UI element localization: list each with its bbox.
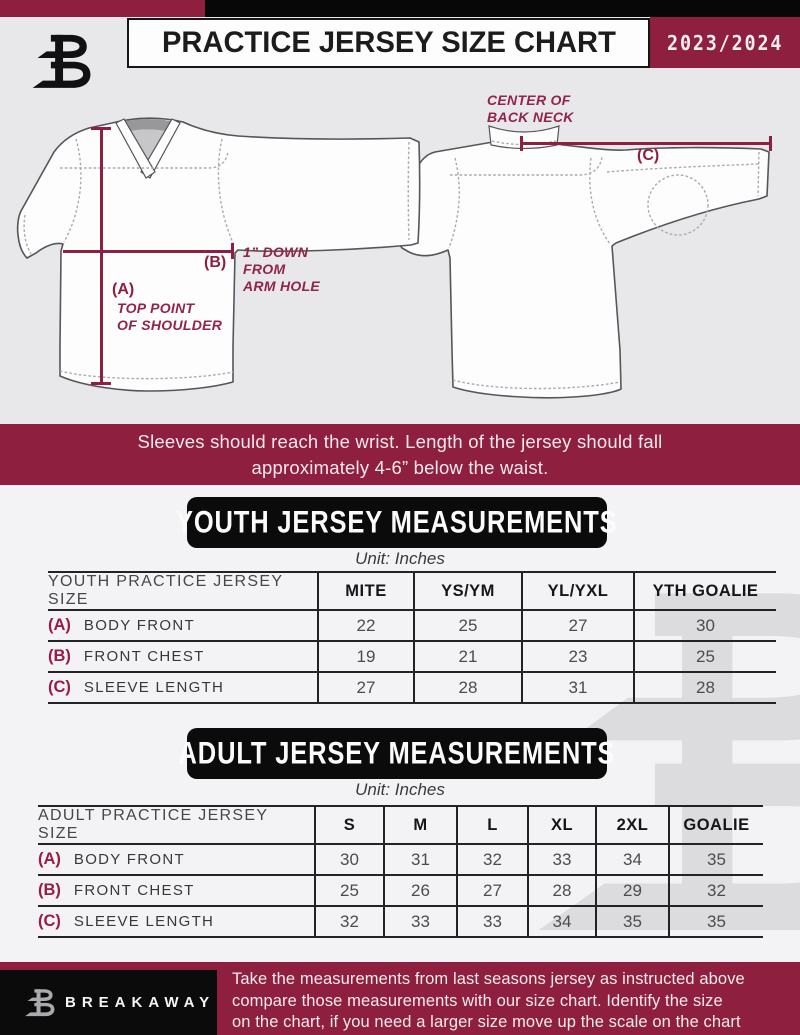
size-value: 22 — [318, 610, 414, 641]
size-value: 28 — [634, 672, 776, 703]
table-row — [38, 906, 763, 937]
size-value: 30 — [634, 610, 776, 641]
size-column-header: YL/YXL — [522, 572, 634, 610]
size-value: 27 — [318, 672, 414, 703]
measure-key: (C) — [48, 678, 71, 696]
back-jersey-diagram — [393, 100, 800, 420]
point-c-label: (C) — [637, 147, 660, 164]
size-column-header: S — [315, 806, 384, 844]
measure-line-a-bottom-cap — [91, 382, 111, 385]
page-title: PRACTICE JERSEY SIZE CHART — [161, 26, 616, 59]
youth-measurements-table — [48, 571, 776, 704]
title-box — [127, 18, 650, 68]
size-column-header: 2XL — [596, 806, 669, 844]
size-value: 32 — [669, 875, 763, 906]
measure-label: BODY FRONT — [83, 617, 195, 634]
table-row — [38, 875, 763, 906]
size-value: 32 — [457, 844, 528, 875]
point-a-label: (A) — [112, 281, 135, 298]
size-value: 33 — [528, 844, 596, 875]
size-value: 31 — [384, 844, 457, 875]
measure-line-a-top-cap — [91, 127, 111, 130]
measure-key: (A) — [48, 616, 71, 634]
measure-label: FRONT CHEST — [73, 882, 195, 899]
row-label-cell — [48, 610, 318, 641]
breakaway-footer-logo-icon — [22, 985, 56, 1021]
size-value: 33 — [384, 906, 457, 937]
table-label-header: YOUTH PRACTICE JERSEY SIZE — [48, 572, 318, 610]
row-label-cell — [38, 875, 315, 906]
size-value: 35 — [669, 906, 763, 937]
measure-key: (C) — [38, 912, 61, 930]
measure-line-c-left-cap — [520, 136, 523, 151]
size-value: 26 — [384, 875, 457, 906]
measure-key: (B) — [38, 881, 61, 899]
size-column-header: YS/YM — [414, 572, 522, 610]
youth-banner — [176, 497, 618, 548]
size-column-header: YTH GOALIE — [634, 572, 776, 610]
adult-unit-label: Unit: Inches — [355, 780, 445, 799]
adult-banner — [178, 728, 616, 779]
brand-name: BREAKAWAY — [65, 994, 216, 1011]
measure-label: SLEEVE LENGTH — [83, 679, 225, 696]
size-value: 32 — [315, 906, 384, 937]
measure-label: SLEEVE LENGTH — [73, 913, 215, 930]
measure-label: FRONT CHEST — [83, 648, 205, 665]
table-row — [48, 610, 776, 641]
size-value: 34 — [596, 844, 669, 875]
size-value: 25 — [634, 641, 776, 672]
point-b-label: (B) — [204, 254, 227, 271]
size-value: 27 — [522, 610, 634, 641]
size-column-header: XL — [528, 806, 596, 844]
size-value: 27 — [457, 875, 528, 906]
top-black-stripe — [205, 0, 800, 17]
notice-banner — [0, 424, 800, 485]
row-label-cell — [48, 672, 318, 703]
size-value: 30 — [315, 844, 384, 875]
adult-banner-title: ADULT JERSEY MEASUREMENTS — [178, 735, 616, 771]
breakaway-logo-icon — [26, 27, 94, 97]
size-value: 19 — [318, 641, 414, 672]
point-b-note: 1” DOWN FROM ARM HOLE — [243, 244, 321, 294]
table-row — [48, 641, 776, 672]
notice-line-2: approximately 4-6” below the waist. — [251, 456, 549, 478]
footer-note-line-1: Take the measurements from last seasons jersey as instructed above — [232, 970, 745, 988]
table-header-row — [38, 806, 763, 844]
measure-key: (A) — [38, 850, 61, 868]
top-maroon-stripe — [0, 0, 205, 17]
size-value: 25 — [315, 875, 384, 906]
footer-brand-panel — [0, 970, 217, 1035]
table-header-row — [48, 572, 776, 610]
measure-line-c — [521, 142, 771, 145]
size-value: 29 — [596, 875, 669, 906]
adult-measurements-table — [38, 805, 763, 938]
season-box — [650, 17, 800, 68]
size-value: 28 — [528, 875, 596, 906]
footer-note-line-2: compare those measurements with our size chart. Identify the size — [232, 991, 723, 1010]
measure-line-b — [63, 250, 233, 253]
point-c-note: CENTER OF BACK NECK — [487, 92, 574, 125]
header-section — [0, 0, 800, 424]
notice-line-1: Sleeves should reach the wrist. Length of the jersey should fall — [137, 430, 663, 452]
size-column-header: L — [457, 806, 528, 844]
size-column-header: MITE — [318, 572, 414, 610]
season-label: 2023/2024 — [666, 30, 784, 55]
content-section — [0, 485, 800, 962]
point-a-note: TOP POINT OF SHOULDER — [117, 300, 223, 333]
size-value: 28 — [414, 672, 522, 703]
measure-key: (B) — [48, 647, 71, 665]
size-value: 35 — [669, 844, 763, 875]
size-column-header: M — [384, 806, 457, 844]
measure-line-c-right-cap — [769, 136, 772, 151]
size-value: 33 — [457, 906, 528, 937]
row-label-cell — [48, 641, 318, 672]
measure-line-a — [100, 128, 103, 384]
size-value: 35 — [596, 906, 669, 937]
measure-label: BODY FRONT — [73, 851, 185, 868]
table-label-header: ADULT PRACTICE JERSEY SIZE — [38, 806, 315, 844]
footer-note-line-3: on the chart, if you need a larger size move up the scale on the chart — [232, 1013, 741, 1031]
youth-unit-label: Unit: Inches — [355, 549, 445, 568]
size-column-header: GOALIE — [669, 806, 763, 844]
table-row — [38, 844, 763, 875]
measure-line-b-cap — [231, 243, 234, 259]
footer-note — [232, 969, 792, 1034]
size-value: 23 — [522, 641, 634, 672]
row-label-cell — [38, 844, 315, 875]
size-value: 34 — [528, 906, 596, 937]
back-collar — [489, 126, 559, 149]
size-value: 25 — [414, 610, 522, 641]
youth-banner-title: YOUTH JERSEY MEASUREMENTS — [176, 504, 618, 540]
size-value: 21 — [414, 641, 522, 672]
table-row — [48, 672, 776, 703]
row-label-cell — [38, 906, 315, 937]
size-value: 31 — [522, 672, 634, 703]
